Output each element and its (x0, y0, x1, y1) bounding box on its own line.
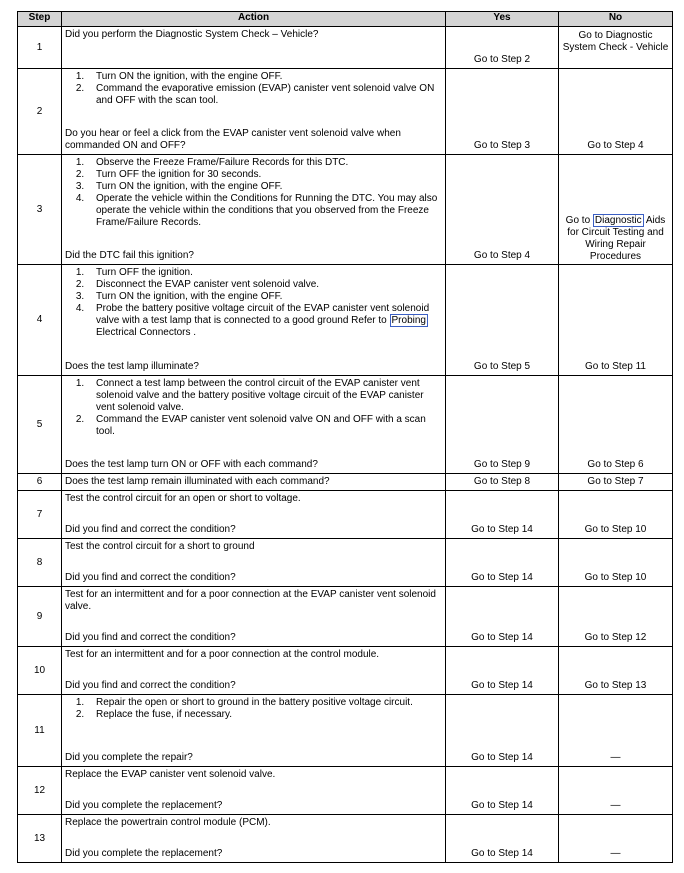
step-question: Does the test lamp illuminate? (65, 361, 199, 372)
step-question: Did you complete the replacement? (65, 800, 223, 811)
action-cell (62, 376, 446, 474)
instruction-list (65, 697, 442, 721)
list-item: 4. Operate the vehicle within the Conditions for Running the DTC. You may also operate the vehicle within the conditions that you observed from the Freeze Frame/Failure Records. (87, 193, 442, 229)
step-number: 9 (18, 587, 62, 647)
instruction-list (65, 157, 442, 229)
yes-cell: Go to Step 14 (446, 587, 559, 647)
list-item: 1. Repair the open or short to ground in the battery positive voltage circuit. (87, 697, 442, 709)
yes-cell: Go to Step 5 (446, 265, 559, 376)
step-number: 6 (18, 474, 62, 491)
action-cell (62, 647, 446, 695)
no-cell: Go to Step 6 (559, 376, 673, 474)
table-row (18, 265, 673, 376)
step-instruction: Test the control circuit for an open or short to voltage. (65, 493, 301, 504)
header-yes: Yes (446, 12, 559, 27)
action-cell (62, 491, 446, 539)
list-item: 1. Turn OFF the ignition. (87, 267, 442, 279)
list-item: 2. Replace the fuse, if necessary. (87, 709, 442, 721)
step-instruction: Test the control circuit for a short to ground (65, 541, 255, 552)
action-cell (62, 265, 446, 376)
yes-cell: Go to Step 4 (446, 155, 559, 265)
step-question: Does the test lamp turn ON or OFF with each command? (65, 459, 318, 470)
yes-cell: Go to Step 14 (446, 815, 559, 863)
list-item: 2. Command the EVAP canister vent solenoid valve ON and OFF with a scan tool. (87, 414, 442, 438)
diagnostic-table (17, 11, 673, 863)
list-item: 2. Turn OFF the ignition for 30 seconds. (87, 169, 442, 181)
step-number: 13 (18, 815, 62, 863)
yes-cell: Go to Step 9 (446, 376, 559, 474)
step-number: 2 (18, 69, 62, 155)
table-row (18, 539, 673, 587)
no-cell: Go to Step 7 (559, 474, 673, 491)
list-item: 3. Turn ON the ignition, with the engine OFF. (87, 291, 442, 303)
instruction-list (65, 378, 442, 438)
action-cell (62, 474, 446, 491)
table-row (18, 155, 673, 265)
action-cell (62, 767, 446, 815)
step-number: 8 (18, 539, 62, 587)
step-number: 5 (18, 376, 62, 474)
header-action: Action (62, 12, 446, 27)
step-question: Did you complete the repair? (65, 752, 193, 763)
action-cell (62, 69, 446, 155)
step-question: Did the DTC fail this ignition? (65, 250, 194, 261)
step-question: Did you find and correct the condition? (65, 524, 236, 535)
step-instruction: Replace the powertrain control module (PCM). (65, 817, 271, 828)
step-question: Did you perform the Diagnostic System Check – Vehicle? (65, 29, 319, 40)
yes-cell: Go to Step 3 (446, 69, 559, 155)
table-header-row (18, 12, 673, 27)
table-row (18, 647, 673, 695)
no-cell: — (559, 767, 673, 815)
table-row (18, 69, 673, 155)
table-row (18, 491, 673, 539)
diagnostic-table-container (17, 11, 672, 863)
no-cell (559, 155, 673, 265)
list-item (87, 303, 442, 339)
step-number: 7 (18, 491, 62, 539)
step-question: Did you complete the replacement? (65, 848, 223, 859)
step-number: 3 (18, 155, 62, 265)
yes-cell: Go to Step 8 (446, 474, 559, 491)
probing-link[interactable]: Probing (391, 315, 426, 326)
step-instruction: Test for an intermittent and for a poor connection at the control module. (65, 649, 380, 660)
step-number: 1 (18, 27, 62, 69)
yes-cell: Go to Step 14 (446, 647, 559, 695)
header-step: Step (18, 12, 62, 27)
step-question: Did you find and correct the condition? (65, 632, 236, 643)
table-row (18, 695, 673, 767)
header-no: No (559, 12, 673, 27)
table-row (18, 767, 673, 815)
action-cell (62, 27, 446, 69)
table-row (18, 27, 673, 69)
no-cell: Go to Step 12 (559, 587, 673, 647)
step-number: 4 (18, 265, 62, 376)
step-instruction: Test for an intermittent and for a poor connection at the EVAP canister vent solenoid valve. (65, 589, 436, 612)
list-item: 2. Disconnect the EVAP canister vent solenoid valve. (87, 279, 442, 291)
action-cell (62, 815, 446, 863)
list-item: 1. Connect a test lamp between the control circuit of the EVAP canister vent solenoid valve and the battery positive voltage circuit of the EVAP canister vent solenoid valve. (87, 378, 442, 414)
step-question: Did you find and correct the condition? (65, 680, 236, 691)
no-cell: Go to Step 10 (559, 539, 673, 587)
action-cell (62, 695, 446, 767)
yes-cell: Go to Step 14 (446, 767, 559, 815)
table-row (18, 474, 673, 491)
step-instruction: Replace the EVAP canister vent solenoid valve. (65, 769, 276, 780)
item-text: Probe the battery positive voltage circuit of the EVAP canister vent solenoid valve with a test lamp that is connected to a good ground Refer to (96, 303, 430, 326)
step-question: Did you find and correct the condition? (65, 572, 236, 583)
step-question: Does the test lamp remain illuminated with each command? (65, 476, 330, 487)
action-cell (62, 155, 446, 265)
table-row (18, 376, 673, 474)
no-cell-suffix: Aids for Circuit Testing and Wiring Repair Procedures (567, 215, 666, 262)
no-cell: — (559, 695, 673, 767)
list-item: 1. Observe the Freeze Frame/Failure Records for this DTC. (87, 157, 442, 169)
no-cell-prefix: Go to (565, 215, 593, 226)
no-cell: Go to Diagnostic System Check - Vehicle (559, 27, 673, 69)
diagnostic-aids-link[interactable]: Diagnostic (594, 215, 642, 226)
table-row (18, 815, 673, 863)
action-cell (62, 539, 446, 587)
no-cell: Go to Step 10 (559, 491, 673, 539)
yes-cell: Go to Step 2 (446, 27, 559, 69)
step-question: Do you hear or feel a click from the EVAP canister vent solenoid valve when commanded ON and OFF? (65, 128, 401, 151)
yes-cell: Go to Step 14 (446, 491, 559, 539)
list-item: 3. Turn ON the ignition, with the engine OFF. (87, 181, 442, 193)
item-text: Electrical Connectors . (96, 327, 197, 338)
instruction-list (65, 267, 442, 339)
no-cell: Go to Step 13 (559, 647, 673, 695)
table-row (18, 587, 673, 647)
list-item: 2. Command the evaporative emission (EVAP) canister vent solenoid valve ON and OFF with the scan tool. (87, 83, 442, 107)
step-number: 10 (18, 647, 62, 695)
step-number: 12 (18, 767, 62, 815)
step-number: 11 (18, 695, 62, 767)
no-cell: — (559, 815, 673, 863)
yes-cell: Go to Step 14 (446, 539, 559, 587)
yes-cell: Go to Step 14 (446, 695, 559, 767)
no-cell: Go to Step 4 (559, 69, 673, 155)
instruction-list (65, 71, 442, 107)
no-cell: Go to Step 11 (559, 265, 673, 376)
action-cell (62, 587, 446, 647)
list-item: 1. Turn ON the ignition, with the engine OFF. (87, 71, 442, 83)
